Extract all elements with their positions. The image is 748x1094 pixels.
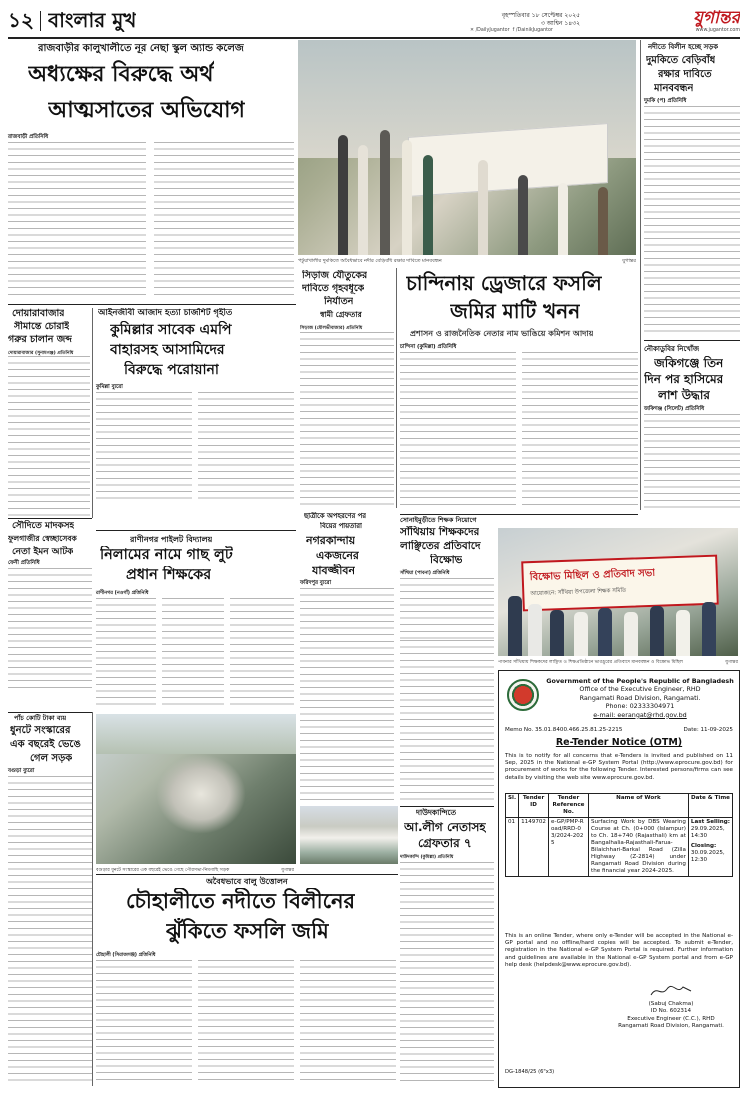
daudkandi-headline-1: আ.লীগ নেতাসহ: [404, 820, 486, 834]
twitter-icon: ✕: [470, 28, 475, 33]
cell-ref: e-GP/PMP-Road/RRD-03/2024-2025: [549, 818, 589, 877]
facebook-icon: f: [512, 28, 515, 33]
comilla-body-col2: [198, 392, 294, 504]
dhunat-headline-3: গেল সড়ক: [30, 753, 73, 764]
raninagar-body-col2: [162, 598, 224, 708]
jakiganj-headline-3: লাশ উদ্ধার: [658, 388, 710, 402]
tender-table-header: [506, 794, 733, 818]
saudi-byline: ফেনী প্রতিনিধি: [8, 560, 40, 566]
tender-email[interactable]: e-mail: eerangat@rhd.gov.bd: [593, 710, 687, 719]
th-date: Date & Time: [688, 794, 732, 818]
signature: [649, 983, 693, 999]
date-line-1: বৃহস্পতিবার ১৮ সেপ্টেম্বর ২০২৫: [501, 12, 580, 19]
tender-phone: Phone: 02333304971: [605, 702, 675, 711]
siraj-headline-3: নির্যাতন: [324, 296, 354, 307]
chandina-body-col2: [522, 352, 638, 510]
chauhali-byline: চৌহালী (সিরাজগঞ্জ) প্রতিনিধি: [96, 953, 156, 958]
chhatrik-headline-0: বিয়ের পায়তারা: [320, 522, 362, 530]
dhunat-byline: বগুড়া ব্যুরো: [8, 768, 35, 774]
sathia-headline-3: বিক্ষোভ: [430, 554, 463, 566]
jakiganj-story: [644, 344, 740, 512]
website-link[interactable]: www.jugantor.com: [695, 28, 740, 33]
jakiganj-headline-1: জকিগঞ্জে তিন: [654, 356, 724, 370]
social-facebook[interactable]: /DainikJugantor: [515, 28, 553, 33]
tender-memo: Memo No. 35.01.8400.466.25.81.25-2215: [505, 727, 623, 733]
comilla-story: [96, 308, 294, 530]
raninagar-body-col1: [96, 598, 156, 708]
tender-title: Re-Tender Notice (OTM): [555, 737, 683, 748]
photo-credit-top: যুগান্তর: [622, 258, 636, 264]
daudkandi-headline-2: গ্রেফতার ৭: [418, 836, 472, 850]
dumki-byline: দুমকি (প) প্রতিনিধি: [644, 98, 687, 104]
photo-caption-top: পটুয়াখালীর দুমকিতে অবৈধভাবে নদীর বেড়িবাঁধ রক্ষার দাবিতে মানববন্ধন: [298, 258, 442, 264]
chauhali-headline-1: চৌহালীতে নদীতে বিলীনের: [126, 889, 356, 913]
photo-river: [300, 806, 398, 864]
siraj-body: [300, 332, 394, 510]
saudi-headline-1: সৌদিতে মাদকসহ: [12, 521, 75, 531]
dhunat-kicker: পাঁচ কোটি টাকা ব্যয়: [14, 714, 67, 722]
comilla-byline: কুমিল্লা ব্যুরো: [96, 384, 123, 390]
sign-name: (Sabuj Chakma): [648, 1001, 694, 1007]
sathia-body: [400, 578, 494, 640]
dowarabazar-headline-1: দোয়ারাবাজার: [12, 308, 65, 319]
bd-govt-seal: [507, 679, 539, 711]
dumki-headline-2: রক্ষার দাবিতে: [658, 69, 712, 80]
dhunat-headline-1: ধুনটে সংস্কারের: [10, 725, 71, 736]
date-line-2: ৩ আশ্বিন ১৪৩২: [540, 20, 580, 27]
photo-caption-low: বগুড়ার ধুনটে সংস্কারের এক বছরেই ভেঙে গেছে পৌরসভা-নিমগাছি সড়ক: [96, 868, 230, 873]
sign-title: Executive Engineer (C.C.), RHD: [627, 1015, 715, 1022]
tender-date: Date: 11-09-2025: [683, 727, 733, 733]
chhatrik-body: [300, 588, 394, 802]
comilla-headline-1: কুমিল্লার সাবেক এমপি: [110, 322, 232, 338]
chandina-headline-1: চান্দিনায় ড্রেজারে ফসলি: [406, 271, 602, 295]
daudkandi-byline: দাউদকান্দি (কুমিল্লা) প্রতিনিধি: [400, 855, 454, 860]
chhatrik-headline-1: নগরকান্দায়: [306, 534, 356, 547]
selling-label: Last Selling:: [690, 819, 730, 825]
tender-table-wrap: [505, 793, 733, 877]
daudkandi-body: [400, 862, 494, 1084]
tender-table: [505, 793, 733, 877]
table-row: [506, 818, 733, 877]
jakiganj-body: [644, 414, 740, 510]
saudi-story: [8, 520, 92, 690]
cell-date: [688, 818, 732, 877]
dumki-headline-1: দুমকিতে বেড়িবাঁধ: [646, 55, 716, 66]
chauhali-story: [96, 876, 398, 1086]
sathia-byline: সাঁথিয়া (পাবনা) প্রতিনিধি: [400, 571, 450, 576]
th-id: Tender ID: [519, 794, 549, 818]
tender-gov: Government of the People's Republic of Bangladesh: [546, 677, 734, 685]
lead-headline-1: অধ্যক্ষের বিরুদ্ধে অর্থ: [28, 62, 214, 87]
saudi-headline-3: নেতা ইমন আটক: [12, 547, 74, 557]
chauhali-headline-2: ঝুঁকিতে ফসলি জমি: [166, 919, 329, 943]
banner: [408, 123, 608, 197]
lead-story: [8, 42, 294, 302]
chhatrik-story: [300, 512, 394, 804]
jakiganj-byline: জকিগঞ্জ (সিলেট) প্রতিনিধি: [644, 406, 705, 412]
photo-credit-low: যুগান্তর: [281, 868, 294, 873]
raninagar-body-col3: [230, 598, 294, 708]
cell-id: 1149702: [519, 818, 549, 877]
masthead-rule: [8, 37, 740, 39]
dowarabazar-headline-3: গরুর চালান জব্দ: [8, 334, 72, 345]
closing-label: Closing:: [690, 843, 717, 849]
siraj-headline-1: সিড়াজ যৌতুকের: [302, 270, 368, 281]
social-twitter[interactable]: /DailyJugantor: [475, 28, 510, 33]
selling-date: 29.09.2025, 14:30: [690, 826, 725, 839]
comilla-headline-3: বিরুদ্ধে পরোয়ানা: [124, 362, 219, 378]
th-ref: Tender Reference No.: [549, 794, 589, 818]
page-number: ১২: [8, 8, 34, 32]
daudkandi-kicker: দাউদকান্দিতে: [416, 808, 457, 817]
chandina-byline: চান্দিনা (কুমিল্লা) প্রতিনিধি: [400, 344, 457, 350]
tender-office: Office of the Executive Engineer, RHD: [579, 685, 701, 694]
raninagar-kicker: রাণীনগর পাইলট বিদ্যালয়: [130, 535, 213, 544]
chandina-body-col1: [400, 352, 516, 510]
protest-banner: [521, 555, 719, 612]
th-sl: Sl.: [506, 794, 519, 818]
lead-body-col2: [154, 142, 294, 300]
section-title: বাংলার মুখ: [48, 8, 137, 32]
comilla-headline-2: বাহারসহ আসামিদের: [110, 342, 225, 358]
raninagar-byline: রাণীনগর (নওগাঁ) প্রতিনিধি: [96, 591, 149, 596]
photo-protest: [498, 528, 738, 656]
jugantor-logo: যুগান্তর: [693, 8, 740, 28]
tender-para-1: This is to notify for all concerns that e-Tenders is invited and published on 11 Sep, 2025 in the National e-GP System Portal (http://www.eprocure.gov.bd) for procurement of works for the following Tender. Interested persons/firms can see details by visiting the web site www.eprocure.gov.bd.: [505, 753, 733, 781]
chandina-sub: প্রশাসন ও রাজনৈতিক নেতার নাম ভাঙিয়ে কমিশন আদায়: [410, 329, 594, 338]
closing-date: 30.09.2025, 12:30: [690, 850, 725, 863]
dhunat-headline-2: এক বছরেই ভেঙে: [10, 739, 81, 750]
sathia-body-col2: [400, 640, 494, 800]
lead-headline-2: আত্মসাতের অভিযোগ: [48, 98, 245, 123]
saudi-body: [8, 568, 92, 688]
tender-notice: [498, 670, 740, 1088]
dowarabazar-body: [8, 356, 90, 516]
tender-dg: DG-1848/25 (6"x3): [505, 1069, 555, 1075]
chandina-story: [400, 268, 638, 512]
chhatrik-headline-2: একজনের: [316, 549, 359, 562]
chhatrik-headline-3: যাবজ্জীবন: [312, 564, 356, 577]
protest-banner-sub: আয়োজনে: সাঁথিয়া উপজেলা শিক্ষক সমিতি: [530, 587, 627, 598]
chhatrik-kicker: ছাত্রীকে অপহরণের পর: [304, 512, 366, 520]
protest-banner-title: বিক্ষোভ মিছিল ও প্রতিবাদ সভা: [529, 567, 656, 584]
siraj-byline: সিড়াজ (মৌলভীবাজার) প্রতিনিধি: [300, 326, 363, 331]
dowarabazar-headline-2: সীমান্তে চোরাই: [14, 321, 70, 332]
masthead-divider: [40, 11, 41, 31]
cell-work: Surfacing Work by DBS Wearing Course at Ch. (0+000 (Islampur) to Ch. 18+740 (Rajasthali) km at Bangalhalia-Rajasthali-Farua-Bilaichhari-Barkal Road (Zilla Highway (Z-2814) under Rangamati Road Division during the financial year 2024-2025.: [589, 818, 689, 877]
chandina-headline-2: জমির মাটি খনন: [450, 299, 581, 323]
dowarabazar-story: [8, 308, 90, 518]
lead-byline: রাজবাড়ী প্রতিনিধি: [8, 134, 49, 140]
comilla-kicker: আইনজীবী আজাদ হত্যা চার্জশিট গৃহীত: [98, 308, 233, 318]
sign-office: Rangamati Road Division, Rangamati.: [618, 1023, 724, 1030]
raninagar-headline-1: নিলামের নামে গাছ লুট: [100, 547, 233, 563]
comilla-body-col1: [96, 392, 192, 504]
dumki-headline-3: মানববন্ধন: [654, 83, 694, 94]
sathia-headline-2: লাঞ্ছিতের প্রতিবাদে: [400, 540, 481, 552]
sathia-kicker: সোনাইমুড়ীতে শিক্ষক নিয়োগে: [400, 516, 477, 524]
lead-body-col1: [8, 142, 146, 300]
cell-sl: 01: [506, 818, 519, 877]
sign-id: ID No. 602314: [650, 1008, 692, 1015]
jakiganj-kicker: নৌকাডুবির নিখোঁজ: [644, 345, 700, 353]
siraj-headline-2: দাবিতে গৃহবধূকে: [302, 283, 365, 294]
photo-caption-mid: পাবনার সাঁথিয়ায় শিক্ষকদের লাঞ্ছিত ও শিক্ষপ্রতিষ্ঠানে ভাঙচুরের প্রতিবাদে মানববন্ধন ও বিক্ষোভ মিছিল: [498, 660, 683, 665]
daudkandi-story: [400, 808, 494, 1086]
photo-credit-mid: যুগান্তর: [725, 660, 738, 665]
photo-broken-road: [96, 714, 296, 864]
raninagar-story: [96, 534, 294, 710]
saudi-headline-2: ফুলগাজীর স্বেচ্ছাসেবক: [8, 534, 77, 543]
dumki-body: [644, 106, 740, 334]
siraj-story: [300, 270, 394, 510]
dumki-story: [644, 42, 740, 338]
photo-human-chain: [298, 40, 636, 255]
dowarabazar-byline: দোয়ারাবাজার (সুনামগঞ্জ) প্রতিনিধি: [8, 351, 74, 356]
chhatrik-byline: ফরিদপুর ব্যুরো: [300, 580, 332, 586]
siraj-headline-4: স্বামী গ্রেফতার: [320, 310, 362, 319]
chauhali-body-col2: [198, 960, 294, 1084]
lead-kicker: রাজবাড়ীর কালুখালীতে নূর নেছা স্কুল অ্যান্ড কলেজ: [38, 43, 244, 54]
social-row: [470, 28, 740, 36]
chauhali-body-col1: [96, 960, 192, 1084]
raninagar-headline-2: প্রধান শিক্ষকের: [126, 567, 212, 583]
tender-division: Rangamati Road Division, Rangamati.: [579, 693, 701, 702]
th-work: Name of Work: [589, 794, 689, 818]
dhunat-body: [8, 776, 92, 1082]
tender-para-2: This is an online Tender, where only e-Tender will be accepted in the National e-GP portal and no offline/hard copies will be accepted. To submit e-Tender, registration in the National e-GP System Portal is required. Further information and guidelines are available in the National e-GP System portal and from e-GP help desk (helpdesk@www.eprocure.gov.bd).: [505, 933, 733, 968]
dhunat-story: [8, 714, 92, 1086]
dumki-kicker: নদীতে বিলীন হচ্ছে সড়ক: [648, 43, 719, 51]
jakiganj-headline-2: দিন পর হাসিমের: [644, 372, 724, 386]
sathia-headline-1: সাঁথিয়ায় শিক্ষকদের: [400, 526, 480, 538]
chauhali-kicker: অবৈধভাবে বালু উত্তোলন: [206, 877, 288, 886]
chauhali-body-col3: [300, 960, 396, 1084]
